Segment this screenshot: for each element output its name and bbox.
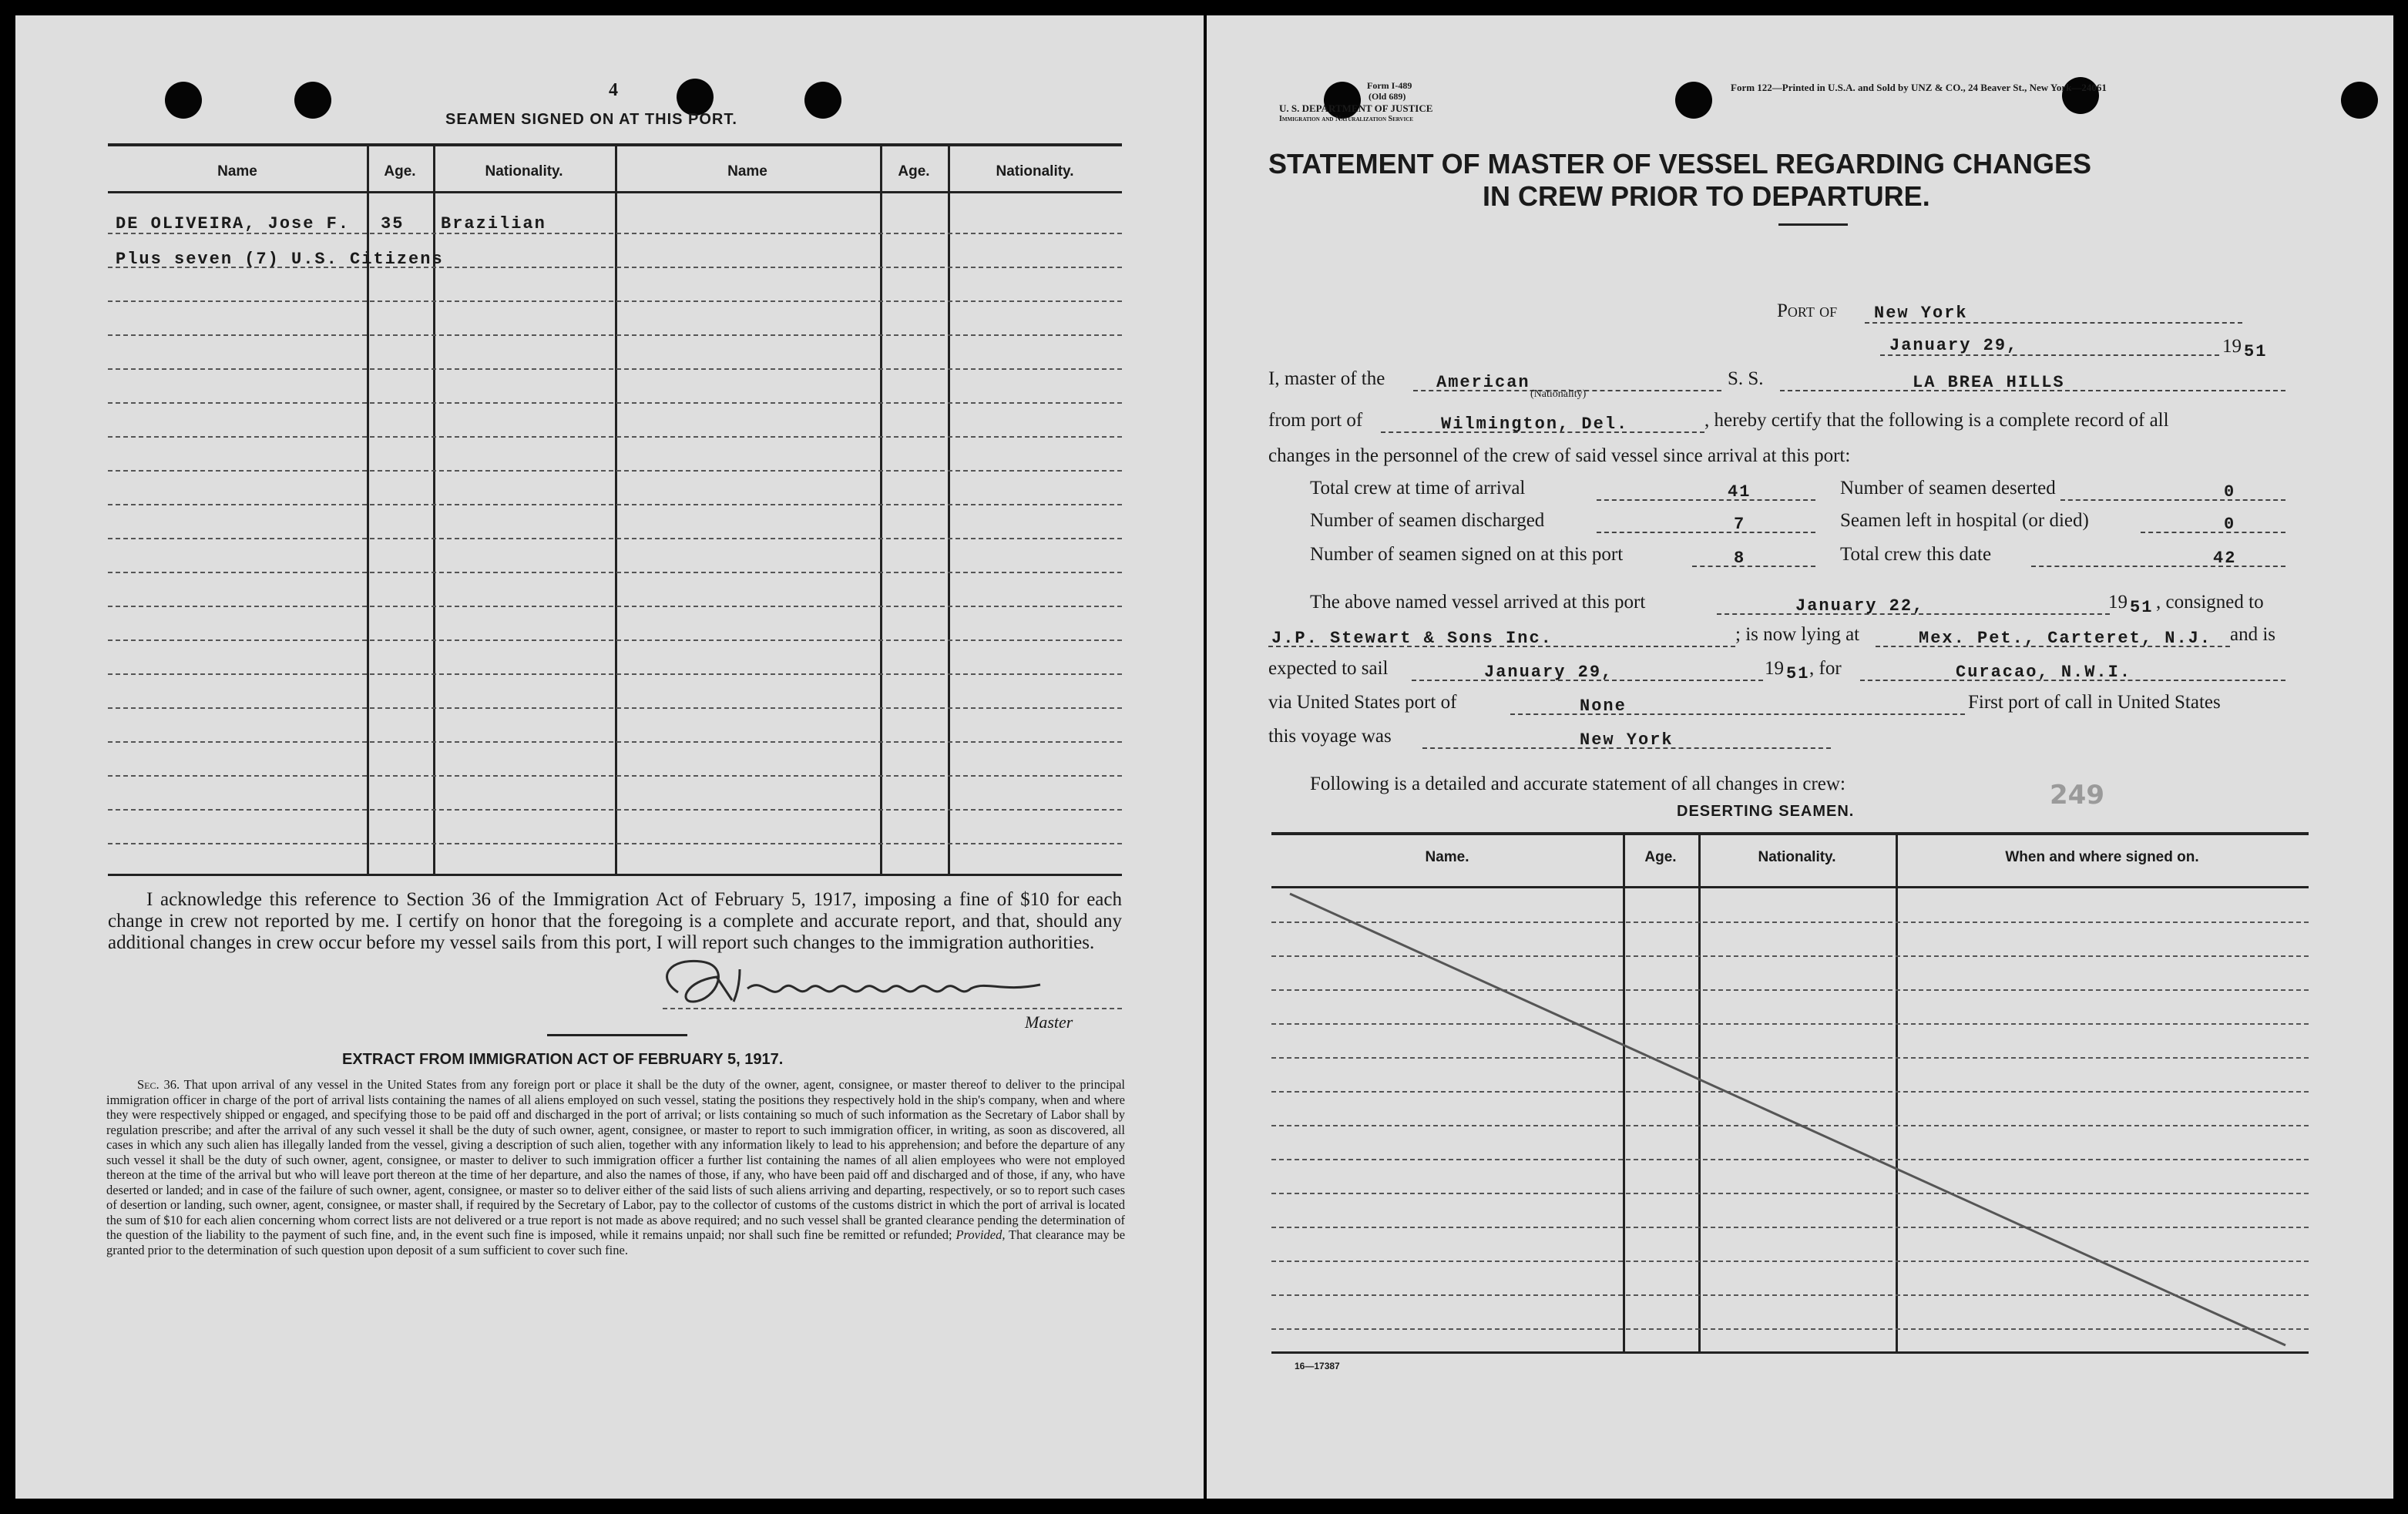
extract-section: Sec. 36. xyxy=(137,1077,180,1092)
stat-value: 7 xyxy=(1734,515,1746,534)
from-port-value: Wilmington, Del. xyxy=(1441,415,1629,434)
column-header: Age. xyxy=(1644,849,1677,865)
stat-label: Number of seamen discharged xyxy=(1310,510,1545,531)
destination: Curacao, N.W.I. xyxy=(1956,663,2132,682)
acknowledgment-text: I acknowledge this reference to Section 36 of the Immigration Act of February 5, 1917, imposing a fine of $10 for each change in crew not reported by me. I certify on honor that the foregoing is a complete and accurate report, and that, should any additional changes in crew occur before my vessel sails from this port, I will report such changes to the immigration authorities. xyxy=(108,889,1122,953)
column-header: Nationality. xyxy=(485,163,563,180)
deserting-heading: DESERTING SEAMEN. xyxy=(1677,803,1855,820)
master-label: Master xyxy=(1025,1012,1073,1032)
column-header: Name xyxy=(727,163,767,180)
column-header: When and where signed on. xyxy=(2005,849,2199,865)
column-header: Name xyxy=(217,163,257,180)
punch-hole xyxy=(804,82,841,119)
form-old-number: (Old 689) xyxy=(1369,91,1406,102)
punch-hole xyxy=(2341,82,2378,119)
column-header: Name. xyxy=(1425,849,1469,865)
year-prefix: 19 xyxy=(2222,336,2242,357)
lying-value: Mex. Pet., Carteret, N.J. xyxy=(1919,629,2212,648)
column-header: Nationality. xyxy=(996,163,1074,180)
seaman-age: 35 xyxy=(381,214,405,233)
nationality-caption: (Nationality) xyxy=(1530,388,1587,400)
voyage-value: New York xyxy=(1580,730,1674,750)
divider xyxy=(1778,223,1848,226)
extract-body: That upon arrival of any vessel in the United States from any foreign port or place it shall be the duty of the owner, agent, consignee, or master thereof to deliver to the principal immigration officer in charge of the port of arrival lists containing the names of all aliens employed on such vessel, stating the positions they respectively hold in the ship's company, when and where they were respectively shipped or engaged, and specifying those to be paid off and discharged in the port of arrival; or lists containing so much of such information as the Secretary of Labor shall by regulation prescribe; and after the arrival of any such vessel it shall be the duty of such owner, agent, consignee, or master to report to such immigration officer, in writing, as soon as discovered, all cases in which any such alien has illegally landed from the vessel, giving a description of such alien, together with any information likely to lead to his apprehension; and before the departure of any such vessel it shall be the duty of such owner, agent, consignee, or master to deliver to such immigration officer a further list containing the names of all alien employees who were not employed thereon at the time of the arrival but who will leave port thereon at the time of her departure, and also the names of those, if any, who have been paid off and discharged and of those, if any, who have deserted or landed; and in case of the failure of such owner, agent, consignee, or master so to deliver either of the said lists of such aliens arriving and departing, respectively, or so to report such cases of desertion or landing, such owner, agent, consignee, or master shall, if required by the Secretary of Labor, pay to the collector of customs of the customs district in which the port of arrival is located the sum of $10 for each alien concerning whom correct lists are not delivered or a true report is not made as above required; and no such vessel shall be granted clearance pending the determination of the question of the liability to the payment of such fine, and, in the event such fine is imposed, while it remains unpaid; nor shall such fine be remitted or refunded; xyxy=(106,1077,1126,1242)
punch-hole xyxy=(677,79,714,116)
punch-hole xyxy=(294,82,331,119)
arrived-date: January 22, xyxy=(1795,596,1925,616)
stat-label: Seamen left in hospital (or died) xyxy=(1840,510,2089,531)
extract-tail: That clearance may be granted prior to the determination of such question upon deposit of a sum sufficient to cover such fine. xyxy=(106,1227,1126,1257)
via-label: via United States port of xyxy=(1268,692,1457,713)
sail-date: January 29, xyxy=(1484,663,1614,682)
column-header: Age. xyxy=(898,163,930,180)
via-value: None xyxy=(1580,697,1627,716)
column-header: Nationality. xyxy=(1758,849,1836,865)
department-label: U. S. DEPARTMENT OF JUSTICE xyxy=(1279,102,1433,114)
divider xyxy=(547,1034,687,1036)
signature-line xyxy=(663,1008,1122,1009)
arrived-year: 51 xyxy=(2130,598,2154,617)
seamen-signed-heading: SEAMEN SIGNED ON AT THIS PORT. xyxy=(445,111,737,128)
stamp-number: 249 xyxy=(2050,780,2104,811)
arrived-year-prefix: 19 xyxy=(2108,592,2128,613)
ss-label: S. S. xyxy=(1728,368,1764,389)
master-signature xyxy=(647,954,1063,1015)
extract-text xyxy=(106,1077,1125,1257)
punch-hole xyxy=(165,82,202,119)
consigned-label: , consigned to xyxy=(2156,592,2264,613)
strike-through-line xyxy=(1271,886,2309,1353)
stat-value: 0 xyxy=(2224,515,2236,534)
seaman-name: Plus seven (7) U.S. Citizens xyxy=(116,250,444,269)
from-port-label: from port of xyxy=(1268,410,1363,431)
stat-value: 42 xyxy=(2213,549,2237,568)
sail-year: 51 xyxy=(1786,664,1810,683)
form-title-line1: STATEMENT OF MASTER OF VESSEL REGARDING CHANGES xyxy=(1268,148,2092,180)
port-value: New York xyxy=(1874,304,1968,323)
lying-label: ; is now lying at xyxy=(1735,624,1860,645)
date-value: January 29, xyxy=(1889,336,2019,355)
form-number: Form I-489 xyxy=(1367,80,1412,91)
stat-label: Number of seamen deserted xyxy=(1840,478,2056,499)
arrived-label: The above named vessel arrived at this port xyxy=(1310,592,1646,613)
footer-code: 16—17387 xyxy=(1295,1361,1340,1371)
column-header: Age. xyxy=(384,163,416,180)
punch-hole xyxy=(1675,82,1712,119)
consignee: J.P. Stewart & Sons Inc. xyxy=(1271,629,1553,648)
extract-title: EXTRACT FROM IMMIGRATION ACT OF FEBRUARY 5, 1917. xyxy=(342,1051,784,1068)
stat-label: Total crew this date xyxy=(1840,544,1992,565)
stat-label: Number of seamen signed on at this port xyxy=(1310,544,1624,565)
following-text: Following is a detailed and accurate statement of all changes in crew: xyxy=(1310,774,1845,794)
seaman-nationality: Brazilian xyxy=(441,214,546,233)
stat-value: 8 xyxy=(1734,549,1746,568)
printer-note: Form 122—Printed in U.S.A. and Sold by UNZ & CO., 24 Beaver St., New York—24061 xyxy=(1731,82,2107,93)
voyage-label: this voyage was xyxy=(1268,726,1392,747)
for-label: , for xyxy=(1809,658,1842,679)
certify-text: , hereby certify that the following is a complete record of all xyxy=(1704,410,2169,431)
form-title-line2: IN CREW PRIOR TO DEPARTURE. xyxy=(1483,180,1930,212)
and-is-label: and is xyxy=(2230,624,2276,645)
port-label: Port of xyxy=(1777,300,1838,321)
changes-text: changes in the personnel of the crew of said vessel since arrival at this port: xyxy=(1268,445,1851,466)
stat-label: Total crew at time of arrival xyxy=(1310,478,1526,499)
extract-provided: Provided, xyxy=(955,1227,1006,1242)
expected-label: expected to sail xyxy=(1268,658,1389,679)
first-port-label: First port of call in United States xyxy=(1968,692,2221,713)
seaman-name: DE OLIVEIRA, Jose F. xyxy=(116,214,351,233)
stat-value: 0 xyxy=(2224,482,2236,502)
left-page xyxy=(15,15,1204,1499)
page-number: 4 xyxy=(609,80,618,100)
stat-value: 41 xyxy=(1728,482,1751,502)
vessel-nationality: American xyxy=(1436,373,1530,392)
vessel-name: LA BREA HILLS xyxy=(1913,373,2065,392)
master-of-label: I, master of the xyxy=(1268,368,1385,389)
service-label: Immigration and Naturalization Service xyxy=(1279,115,1414,123)
year-value: 51 xyxy=(2244,342,2268,361)
sail-year-prefix: 19 xyxy=(1765,658,1784,679)
